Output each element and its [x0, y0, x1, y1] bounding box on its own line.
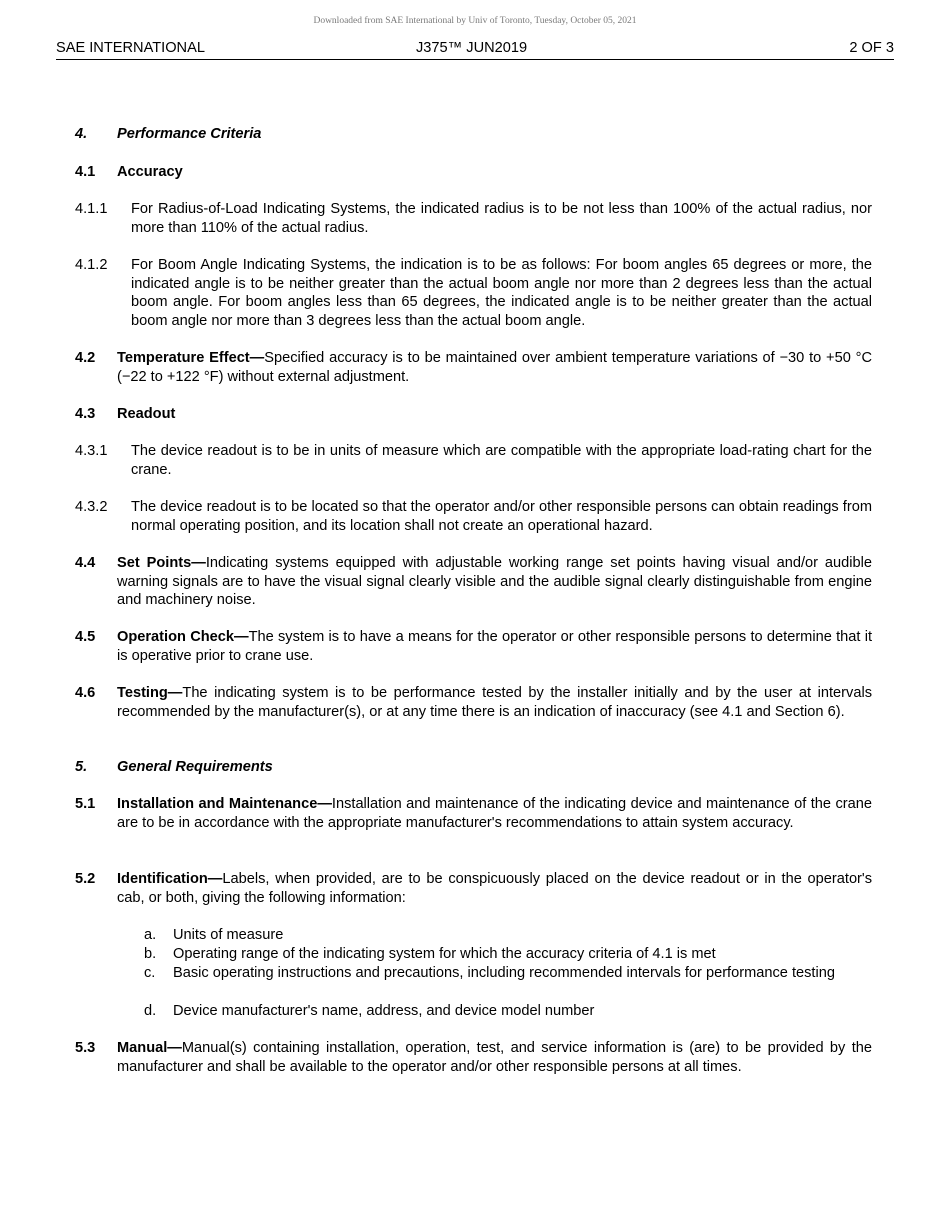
section-number: 4.6 [75, 685, 96, 701]
section-title: Temperature Effect— [117, 350, 265, 366]
section-4-heading [75, 125, 872, 144]
paragraph-text: For Boom Angle Indicating Systems, the indication is to be as follows: For boom angles 65 degrees or more, the indicated angle is to be neither greater than the actual boom angle nor more than 2 degrees less than the actual boom angle. For boom angles less than 65 degrees, the indicated angle is to be neither greater than the actual boom angle nor more than 3 degrees less than the actual boom angle. [131, 257, 872, 329]
download-notice: Downloaded from SAE International by Univ of Toronto, Tuesday, October 05, 2021 [313, 16, 637, 26]
section-number: 4.3 [75, 406, 96, 422]
section-title: Accuracy [117, 164, 183, 180]
section-number: 4.4 [75, 555, 96, 571]
section-text: Specified accuracy is to be maintained over ambient temperature variations of −30 to +50 °C (−22 to +122 °F) without external adjustment. [117, 350, 872, 385]
section-text: Indicating systems equipped with adjustable working range set points having visual and/or audible warning signals are to have the visual signal clearly visible and the audible signal clearly distinguishable from engine and machinery noise. [117, 555, 872, 609]
list-item [144, 945, 872, 964]
section-title: Identification— [117, 871, 223, 887]
list-item [144, 926, 872, 945]
section-title: Performance Criteria [117, 126, 262, 142]
paragraph-text: The device readout is to be located so that the operator and/or other responsible persons can obtain readings from normal operating position, and its location shall not create an operational hazard. [131, 499, 872, 534]
list-item-text: Operating range of the indicating system for which the accuracy criteria of 4.1 is met [173, 946, 716, 962]
section-title: Manual— [117, 1040, 182, 1056]
paragraph-4-1-1 [75, 200, 872, 238]
section-title: Testing— [117, 685, 183, 701]
section-4-6 [75, 684, 872, 741]
section-4-5 [75, 628, 872, 666]
page-header [56, 38, 894, 60]
list-item-text: Device manufacturer's name, address, and device model number [173, 1003, 595, 1019]
list-item-label: d. [144, 1003, 157, 1019]
paragraph-number: 4.1.1 [75, 201, 108, 217]
section-text: Installation and maintenance of the indicating device and maintenance of the crane are to be in accordance with the appropriate manufacturer's recommendations to attain system accuracy. [117, 796, 873, 831]
paragraph-number: 4.3.1 [75, 443, 108, 459]
section-text: Manual(s) containing installation, operation, test, and service information is (are) to be provided by the manufacturer and shall be available to the operator and/or other responsible persons at all times. [117, 1040, 872, 1075]
section-number: 5.2 [75, 871, 96, 887]
header-page-number: 2 OF 3 [849, 40, 894, 56]
section-title: Readout [117, 406, 176, 422]
section-number: 5. [75, 759, 88, 775]
paragraph-number: 4.1.2 [75, 257, 108, 273]
list-item [144, 1002, 872, 1021]
header-document-id: J375™ JUN2019 [416, 40, 528, 56]
section-text: The indicating system is to be performance tested by the installer initially and by the user at intervals recommended by the manufacturer(s), or at any time there is an indication of inaccuracy (see 4.1 and Section 6). [117, 685, 872, 720]
section-5-heading [75, 758, 872, 777]
list-item-text: Units of measure [173, 927, 284, 943]
section-title: Set Points— [117, 555, 206, 571]
section-4-1-heading [75, 163, 872, 182]
list-item-label: b. [144, 946, 157, 962]
section-4-4 [75, 554, 872, 611]
paragraph-4-3-2 [75, 498, 872, 536]
list-item-label: c. [144, 965, 156, 981]
header-organization: SAE INTERNATIONAL [56, 40, 205, 56]
section-4-2 [75, 349, 872, 387]
list-item [144, 964, 872, 1002]
section-text: Labels, when provided, are to be conspicuously placed on the device readout or in the operator's cab, or both, giving the following information: [117, 871, 872, 906]
section-title: General Requirements [117, 759, 273, 775]
section-title: Operation Check— [117, 629, 249, 645]
paragraph-number: 4.3.2 [75, 499, 108, 515]
paragraph-text: The device readout is to be in units of measure which are compatible with the appropriate load-rating chart for the crane. [131, 443, 872, 478]
section-number: 4.2 [75, 350, 96, 366]
section-number: 5.1 [75, 796, 96, 812]
list-item-text: Basic operating instructions and precautions, including recommended intervals for performance testing [173, 965, 835, 981]
section-5-3 [75, 1039, 872, 1077]
section-number: 4.5 [75, 629, 96, 645]
section-5-2 [75, 870, 872, 908]
paragraph-4-3-1 [75, 442, 872, 480]
paragraph-4-1-2 [75, 256, 872, 332]
section-4-3-heading [75, 405, 872, 424]
list-item-label: a. [144, 927, 157, 943]
section-number: 5.3 [75, 1040, 96, 1056]
section-number: 4. [75, 126, 88, 142]
section-text: The system is to have a means for the operator or other responsible persons to determine that it is operative prior to crane use. [117, 629, 872, 664]
section-title: Installation and Maintenance— [117, 796, 332, 812]
section-5-1 [75, 795, 872, 852]
section-number: 4.1 [75, 164, 96, 180]
paragraph-text: For Radius-of-Load Indicating Systems, the indicated radius is to be not less than 100% of the actual radius, nor more than 110% of the actual radius. [131, 201, 872, 236]
